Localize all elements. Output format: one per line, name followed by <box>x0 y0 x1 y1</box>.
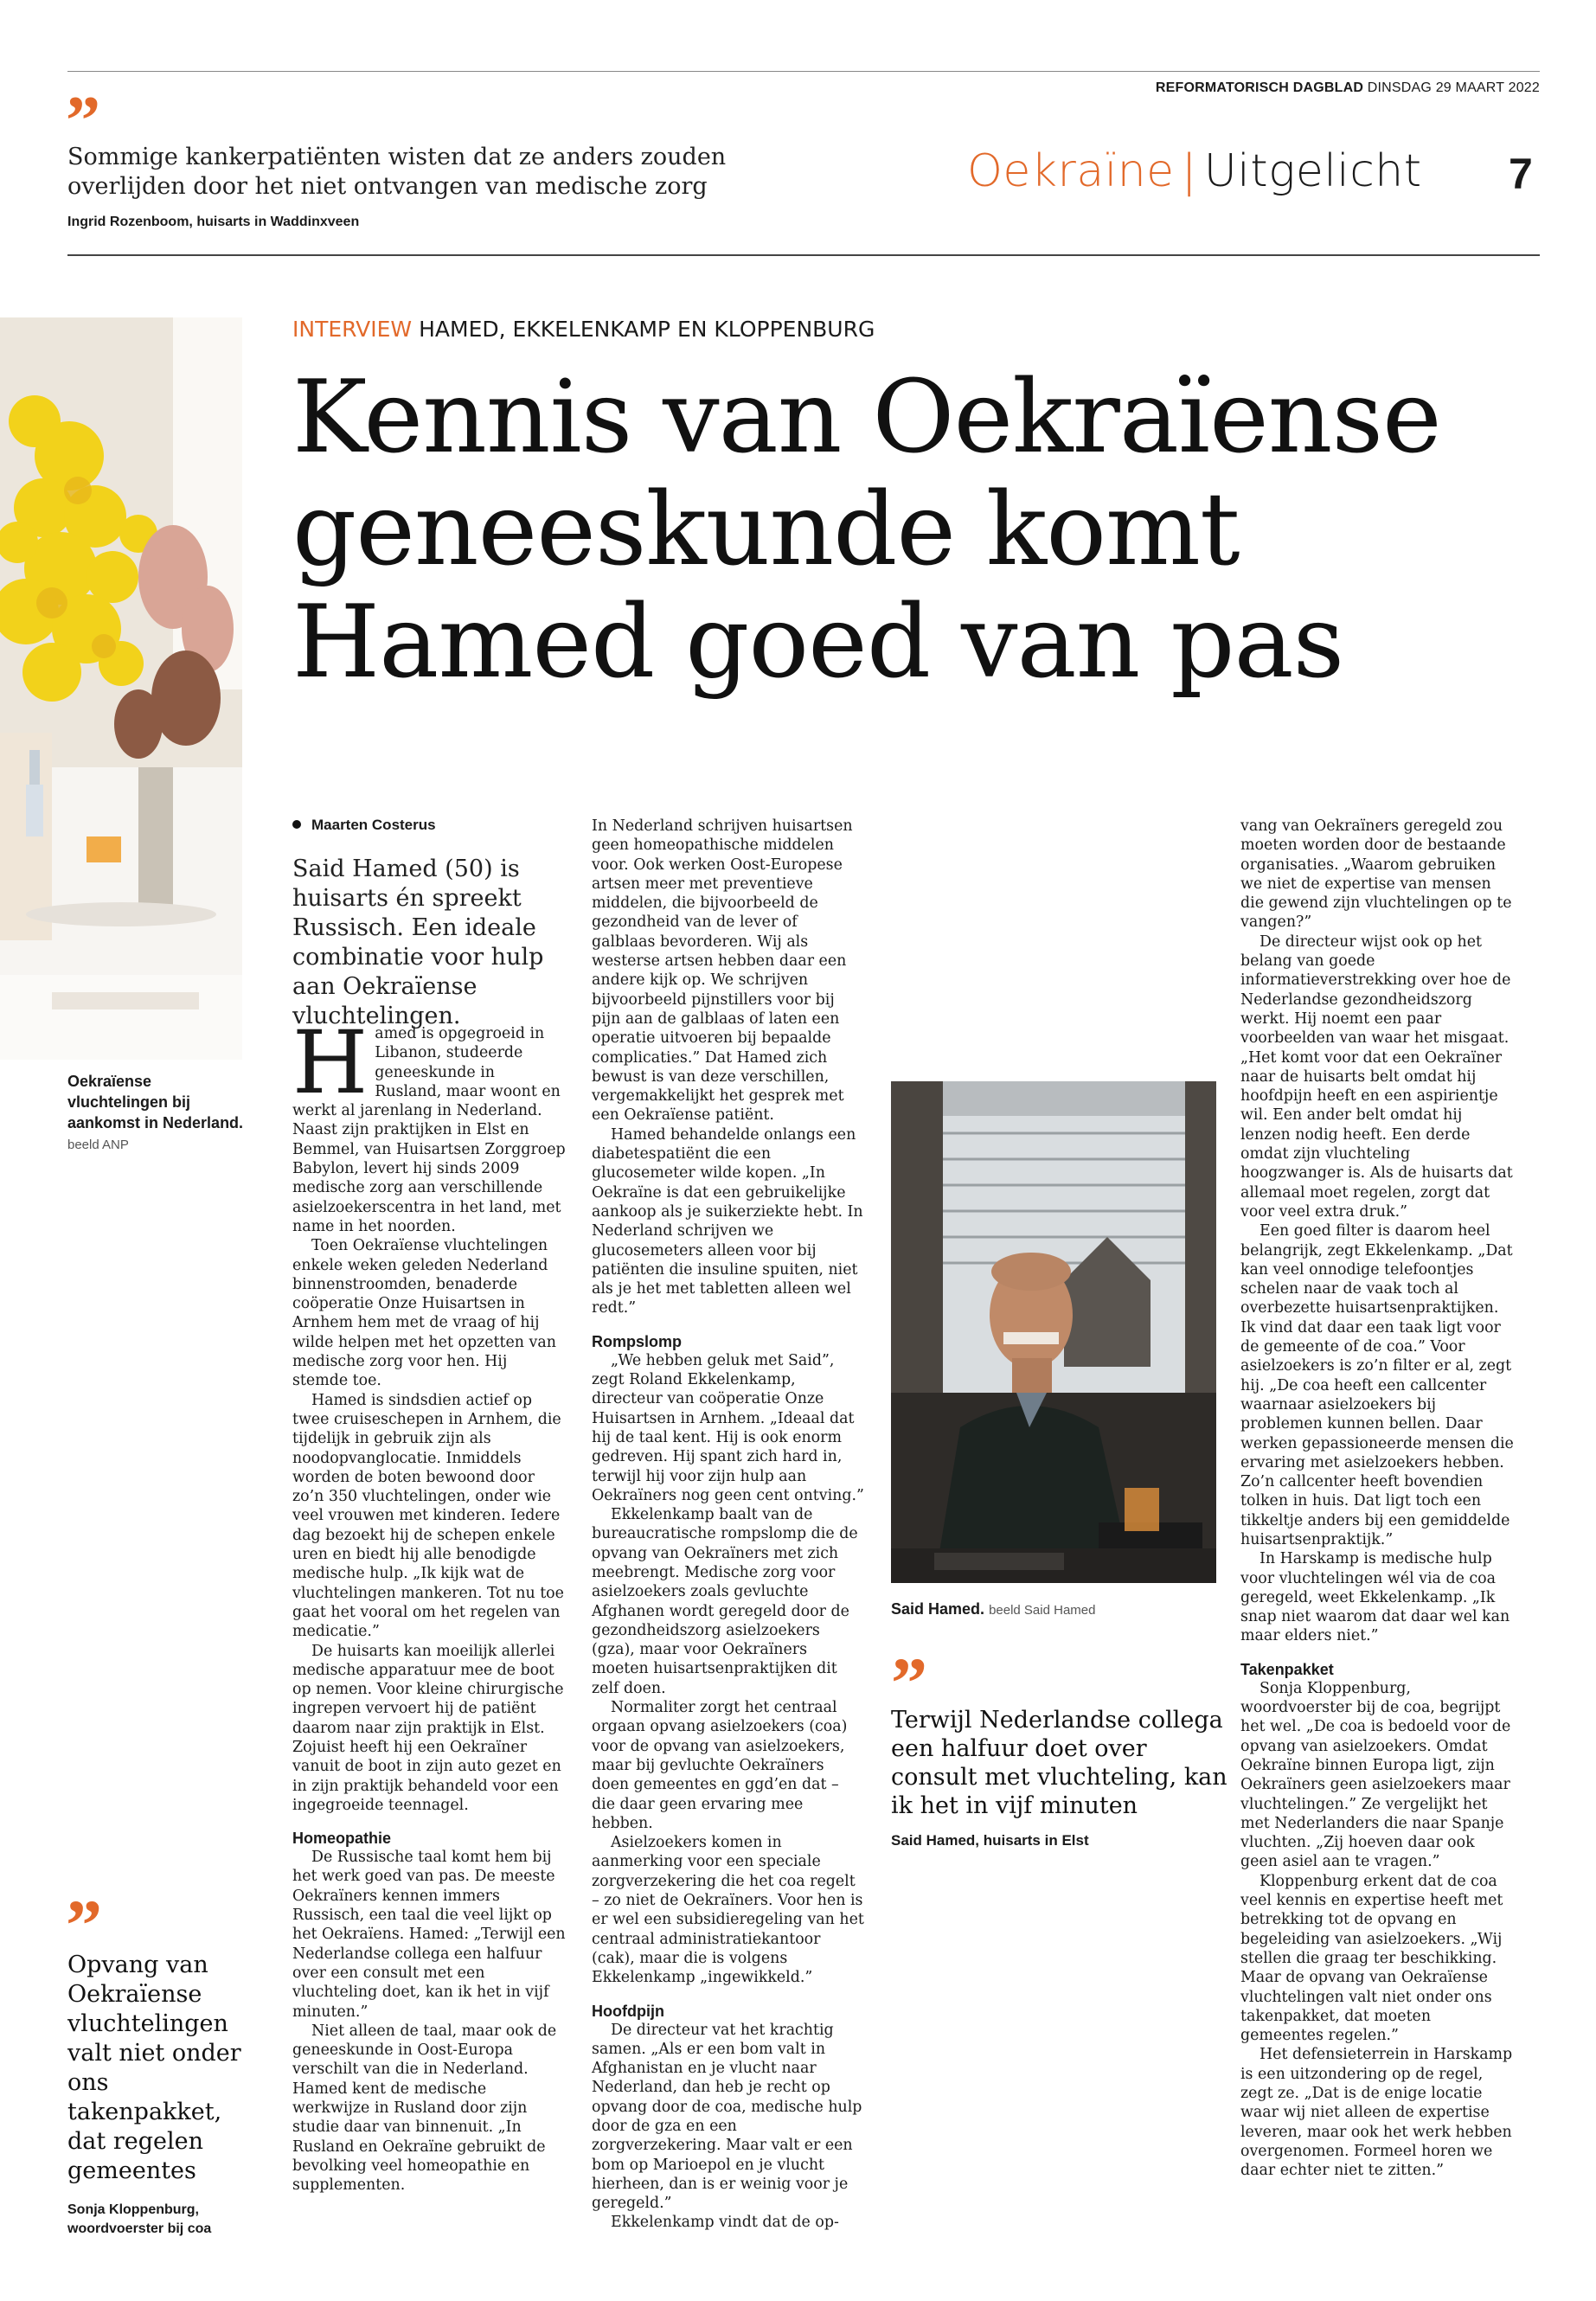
mid-quote-mark: ” <box>891 1644 927 1724</box>
said-hamed-caption-credit: beeld Said Hamed <box>989 1603 1096 1618</box>
paragraph: Hamed behandelde onlangs een diabetespatiënt die een glucosemeter wilde kopen. „In Oekraïne is dat een gebruikelijke aankoop als je suikerziekte hebt. In Nederland schrijven we glucosemeters alleen voor bij patiënten die insuline spuiten, niet als je het met tabletten alleen wel redt.” <box>592 1125 863 1317</box>
kicker-names: HAMED, EKKELENKAMP EN KLOPPENBURG <box>419 317 875 342</box>
byline-author: Maarten Costerus <box>311 817 436 833</box>
said-hamed-photo-caption <box>891 1599 1216 1621</box>
paragraph: De directeur vat het krachtig samen. „Als er een bom valt in Afghanistan en je vlucht naar Nederland, dan heb je recht op opvang door de coa, medische hulp door de gza en een zorgverzekering. Maar valt er een bom op Marioepol en je vlucht hierheen, dan is er weinig voor je geregeld.” <box>592 2021 862 2213</box>
drop-cap: H <box>292 1012 369 1113</box>
mid-pull-quote: Terwijl Nederlandse collega een halfuur doet over consult met vluchteling, kan ik het in vijf minuten <box>891 1707 1227 1819</box>
page-number: 7 <box>1509 150 1533 198</box>
mid-quote-attribution: Said Hamed, huisarts in Elst <box>891 1832 1089 1849</box>
said-hamed-photo <box>891 1081 1216 1583</box>
paragraph: De Russische taal komt hem bij het werk goed van pas. De meeste Oekraïners kennen immers Russisch, een taal die veel lijkt op het Oekraïens. Hamed: „Terwijl een Nederlandse collega een halfuur over een consult met een vluchteling doet, kan ik het in vijf minuten.” <box>292 1849 566 2021</box>
side-pull-quote: Opvang van Oekraïense vluchtelingen valt niet onder ons takenpakket, dat regelen gemeentes <box>67 1952 241 2184</box>
subheading-rompslomp: Rompslomp <box>592 1332 683 1350</box>
masthead-date: DINSDAG 29 MAART 2022 <box>1367 80 1540 95</box>
top-quote-attribution: Ingrid Rozenboom, huisarts in Waddinxveen <box>67 215 360 229</box>
subheading-hoofdpijn: Hoofdpijn <box>592 2002 664 2020</box>
paragraph: Een goed filter is daarom heel belangrijk, zegt Ekkelenkamp. „Dat kan veel onnodige telefoontjes schelen naar de vaak toch al overbezette huisartsenpraktijken. Ik vind dat daar een taak ligt voor de gemeente of de coa.” Voor asielzoekers is zo’n filter er al, zegt hij. „De coa heeft een callcenter waarnaar asielzoekers bij problemen kunnen bellen. Daar werken gepassioneerde mensen die ervaring met asielzoekers hebben. Zo’n callcenter heeft bovendien tolken in huis. Dat ligt toch een tikkeltje anders bij een gemiddelde huisartsenpraktijk.” <box>1240 1222 1514 1548</box>
refugee-caption-text: Oekraïense vluchtelingen bij aankomst in Nederland. <box>67 1073 244 1131</box>
paragraph: Toen Oekraïense vluchtelingen enkele weken geleden Nederland binnenstroomden, benaderde coöperatie Onze Huisartsen in Arnhem hem met de vraag of hij wilde helpen met het opzetten van medische zorg voor hen. Hij stemde toe. <box>292 1237 556 1390</box>
paragraph: Ekkelenkamp baalt van de bureaucratische rompslomp die de opvang van Oekraïners met zich meebrengt. Medische zorg voor asielzoekers zoals gevluchte Afghanen wordt geregeld door de gezondheidszorg asielzoekers (gza), maar voor Oekraïners moeten huisartsenpraktijken dit zelf doen. <box>592 1506 858 1697</box>
paragraph: vang van Oekraïners geregeld zou moeten worden door de bestaande organisaties. „Waarom gebruiken we niet de expertise van mensen die gewend zijn vluchtelingen op te vangen?” <box>1240 817 1512 932</box>
paragraph: Normaliter zorgt het centraal orgaan opvang asielzoekers (coa) voor de opvang van asielzoekers, maar bij gevluchte Oekraïners doen gemeentes en ggd’en dat – die daar geen ervaring mee hebben. <box>592 1699 848 1832</box>
masthead <box>1038 80 1540 96</box>
byline-bullet <box>292 820 301 829</box>
paragraph: Niet alleen de taal, maar ook de geneeskunde in Oost-Europa verschilt van die in Nederland. Hamed kent de medische werkwijze in Rusland door zijn studie daar van binnenuit. „In Rusland en Oekraïne gebruikt de bevolking veel homeopathie en supplementen. <box>292 2022 557 2195</box>
section-primary: Oekraïne <box>967 145 1175 197</box>
paragraph: „We hebben geluk met Said”, zegt Roland Ekkelenkamp, directeur van coöperatie Onze Huisartsen in Arnhem. „Ideaal dat hij de taal kent. Hij is ook enorm gedreven. Hij spant zich hard in, terwijl hij voor zijn hulp aan Oekraïners nog geen cent ontving.” <box>592 1351 864 1504</box>
paragraph: Ekkelenkamp vindt dat de op- <box>611 2214 839 2232</box>
paragraph: Het defensieterrein in Harskamp is een uitzondering op de regel, zegt ze. „Dat is de enige locatie waar wij niet alleen de expertise leveren, maar ook het werk hebben overgenomen. Formeel horen we daar echter niet te zitten.” <box>1240 2046 1513 2180</box>
paragraph: amed is opgegroeid in Libanon, studeerde geneeskunde in Rusland, maar woont en werkt al jarenlang in Nederland. Naast zijn praktijken in Elst en Bemmel, van Huisartsen Zorggroep Babylon, levert hij sinds 2009 medische zorg aan verschillende asielzoekerscentra in het land, met name in het noorden. <box>292 1025 566 1235</box>
top-pull-quote: Sommige kankerpatiënten wisten dat ze anders zouden overlijden door het niet ontvangen van medische zorg <box>67 144 727 200</box>
article-kicker <box>292 317 875 342</box>
article-headline <box>292 359 1503 701</box>
refugee-caption-credit: beeld ANP <box>67 1138 129 1152</box>
headline-line: geneeskunde komt <box>292 471 1240 588</box>
kicker-label: INTERVIEW <box>292 317 413 342</box>
section-label <box>967 145 1422 197</box>
refugee-photo <box>0 317 242 1060</box>
top-rule <box>67 71 1540 72</box>
paragraph: Asielzoekers komen in aanmerking voor een speciale zorgverzekering die het coa regelt – zo niet de Oekraïners. Voor hen is er wel een subsidieregeling van het centraal administratiekantoor (cak), maar die is volgens Ekkelenkamp „ingewikkeld.” <box>592 1834 864 1987</box>
paragraph: De directeur wijst ook op het belang van goede informatieverstrekking over hoe de Nederlandse gezondheidszorg werkt. Hij noemt een paar voorbeelden van waar het misgaat. „Het komt voor dat een Oekraïner naar de huisarts belt omdat hij hoofdpijn heeft en een aspirientje wil. Een ander belt omdat hij lenzen nodig heeft. Een derde omdat zijn vluchteling hoogzwanger is. Als de huisarts dat allemaal moet regelen, zorgt dat voor veel extra druk.” <box>1240 933 1513 1221</box>
side-quote-attribution: Sonja Kloppenburg, woordvoerster bij coa <box>67 2202 212 2236</box>
paragraph: Kloppenburg erkent dat de coa veel kennis en expertise heeft met betrekking tot de opvang en begeleiding van asielzoekers. „Wij stellen die graag ter beschikking. Maar de opvang van Oekraïense vluchtelingen valt niet onder ons takenpakket, dat moeten gemeentes regelen.” <box>1240 1872 1503 2045</box>
said-hamed-photo-illustration <box>891 1081 1216 1583</box>
refugee-photo-caption <box>67 1071 249 1156</box>
refugee-photo-illustration <box>0 317 242 1060</box>
byline <box>292 817 436 834</box>
section-secondary: Uitgelicht <box>1203 145 1422 197</box>
paragraph: Hamed is sindsdien actief op twee cruiseschepen in Arnhem, die tijdelijk in gebruik zijn als noodopvanglocatie. Inmiddels worden de boten bewoond door zo’n 350 vluchtelingen, onder wie veel vrouwen met kinderen. Iedere dag bezoekt hij de schepen enkele uren en biedt hij alle benodigde medische hulp. „Ik kijk wat de vluchtelingen mankeren. Tot nu toe gaat het vooral om het regelen van medicatie.” <box>292 1391 564 1641</box>
headline-line: Hamed goed van pas <box>292 584 1344 701</box>
side-quote-mark: ” <box>66 1886 102 1966</box>
first-paragraph <box>292 1012 566 1236</box>
subheading-homeopathie: Homeopathie <box>292 1830 392 1848</box>
paragraph: De huisarts kan moeilijk allerlei medische apparatuur mee de boot op nemen. Voor kleine chirurgische ingrepen vervoert hij de patiënt daarom naar zijn praktijk in Elst. Zojuist heeft hij een Oekraïner vanuit de boot in zijn auto gezet en in zijn praktijk behandeld voor een ingegroeide teennagel. <box>292 1642 564 1814</box>
header-rule <box>67 254 1540 256</box>
paragraph: In Nederland schrijven huisartsen geen homeopathische middelen voor. Ook werken Oost-Europese artsen meer met preventieve middelen, die bijvoorbeeld de gezondheid van de lever of galblaas bevorderen. Wij als westerse artsen hebben daar een andere kijk op. We schrijven bijvoorbeeld pijnstillers voor bij pijn aan de galblaas of laten een operatie uitvoeren bij bepaalde complicaties.” Dat Hamed zich bewust is van deze verschillen, vergemakkelijkt het gesprek met een Oekraïense patiënt. <box>592 817 853 1125</box>
paragraph: Sonja Kloppenburg, woordvoerster bij de coa, begrijpt het wel. „De coa is bedoeld voor de opvang van asielzoekers. Omdat Oekraïne binnen Europa ligt, zijn Oekraïners geen asielzoekers maar vluchtelingen.” Ze vergelijkt het met Nederlanders die naar Spanje vluchten. „Zij hoeven daar ook geen asiel aan te vragen.” <box>1240 1679 1511 1871</box>
article-column-2 <box>592 817 865 2233</box>
article-column-1 <box>292 1012 566 2195</box>
section-separator: | <box>1181 145 1197 197</box>
paragraph: In Harskamp is medische hulp voor vluchtelingen wél via de coa geregeld, weet Ekkelenkamp. „Ik snap niet waarom dat daar wel kan maar elders niet.” <box>1240 1550 1510 1645</box>
said-hamed-caption-text: Said Hamed. <box>891 1600 985 1618</box>
article-column-4 <box>1240 817 1514 2180</box>
masthead-paper: REFORMATORISCH DAGBLAD <box>1155 80 1364 95</box>
subheading-takenpakket: Takenpakket <box>1240 1660 1334 1678</box>
headline-line: Kennis van Oekraïense <box>292 359 1441 476</box>
top-quote-mark: ” <box>66 83 100 159</box>
article-intro: Said Hamed (50) is huisarts én spreekt Russisch. Een ideale combinatie voor hulp aan Oekraïense vluchtelingen. <box>292 856 544 1029</box>
